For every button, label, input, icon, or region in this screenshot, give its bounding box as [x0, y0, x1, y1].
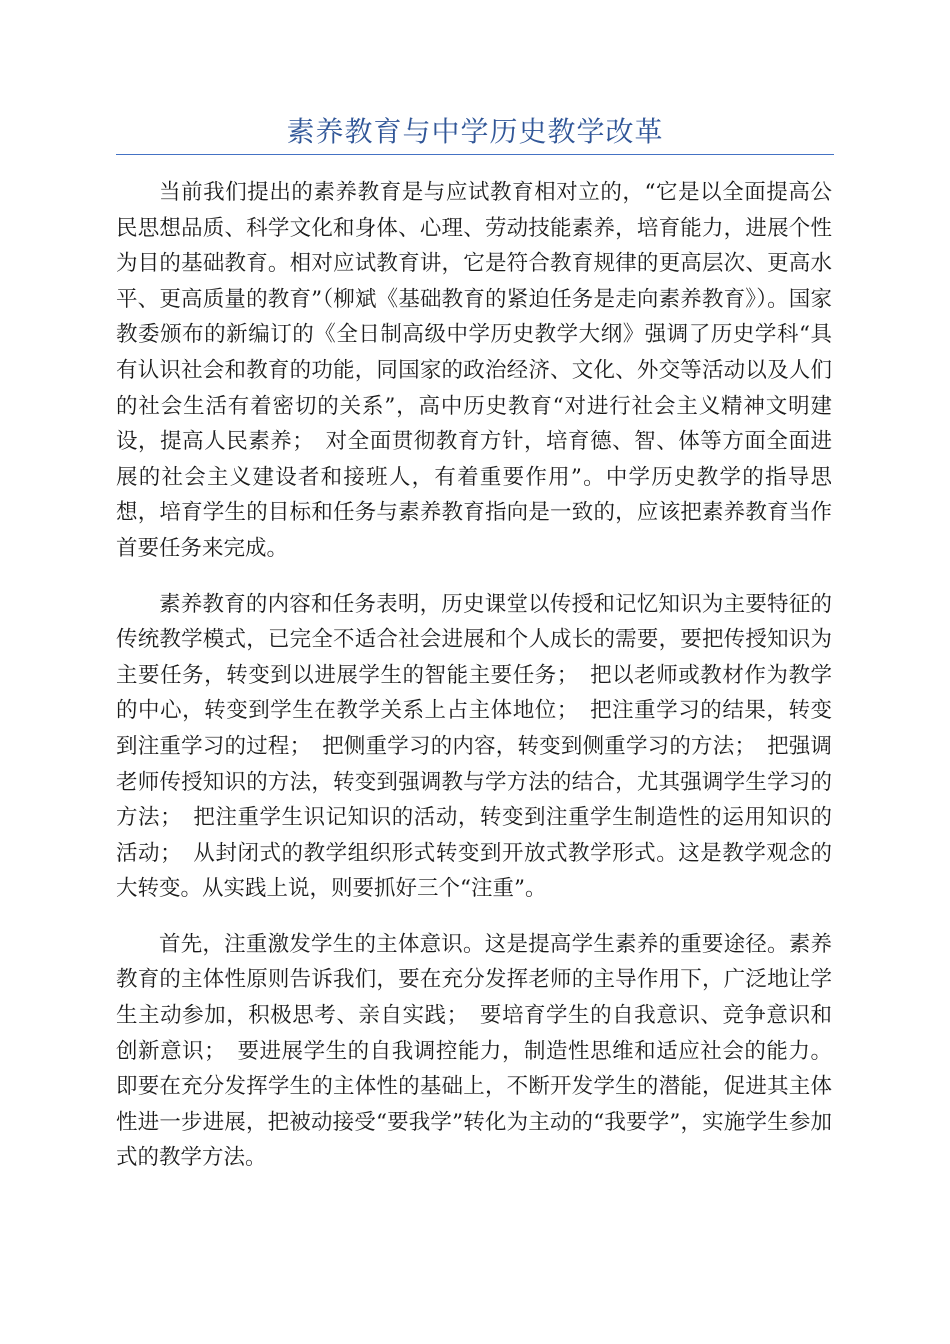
document-title: 素养教育与中学历史教学改革 — [286, 115, 664, 148]
document-body — [116, 175, 832, 1196]
paragraph-1: 当前我们提出的素养教育是与应试教育相对立的，“它是以全面提高公民思想品质、科学文化和身体、心理、劳动技能素养，培育能力，进展个性为目的基础教育。相对应试教育讲，它是符合教育规律的更高层次、更高水平、更高质量的教育”（柳斌《基础教育的紧迫任务是走向素养教育》）。国家教委颁布的新编订的《全日制高级中学历史教学大纲》强调了历史学科“具有认识社会和教育的功能，同国家的政治经济、文化、外交等活动以及人们的社会生活有着密切的关系”，高中历史教育“对进行社会主义精神文明建设，提高人民素养； 对全面贯彻教育方针，培育德、智、体等方面全面进展的社会主义建设者和接班人，有着重要作用”。中学历史教学的指导思想，培育学生的目标和任务与素养教育指向是一致的，应该把素养教育当作首要任务来完成。 — [116, 180, 832, 561]
title-underline — [116, 154, 834, 155]
paragraph-2: 素养教育的内容和任务表明，历史课堂以传授和记忆知识为主要特征的传统教学模式，已完全不适合社会进展和个人成长的需要，要把传授知识为主要任务，转变到以进展学生的智能主要任务； 把以老师或教材作为教学的中心，转变到学生在教学关系上占主体地位； 把注重学习的结果，转变到注重学习的过程； 把侧重学习的内容，转变到侧重学习的方法； 把强调老师传授知识的方法，转变到强调教与学方法的结合，尤其强调学生学习的方法； 把注重学生识记知识的活动，转变到注重学生制造性的运用知识的活动； 从封闭式的教学组织形式转变到开放式教学形式。这是教学观念的大转变。从实践上说，则要抓好三个“注重”。 — [116, 591, 832, 902]
paragraph-3: 首先，注重激发学生的主体意识。这是提高学生素养的重要途径。素养教育的主体性原则告诉我们，要在充分发挥老师的主导作用下，广泛地让学生主动参加，积极思考、亲自实践； 要培育学生的自我意识、竞争意识和创新意识； 要进展学生的自我调控能力，制造性思维和适应社会的能力。即要在充分发挥学生的主体性的基础上，不断开发学生的潜能，促进其主体性进一步进展，把被动接受“要我学”转化为主动的“我要学”，实施学生参加式的教学方法。 — [116, 931, 832, 1171]
